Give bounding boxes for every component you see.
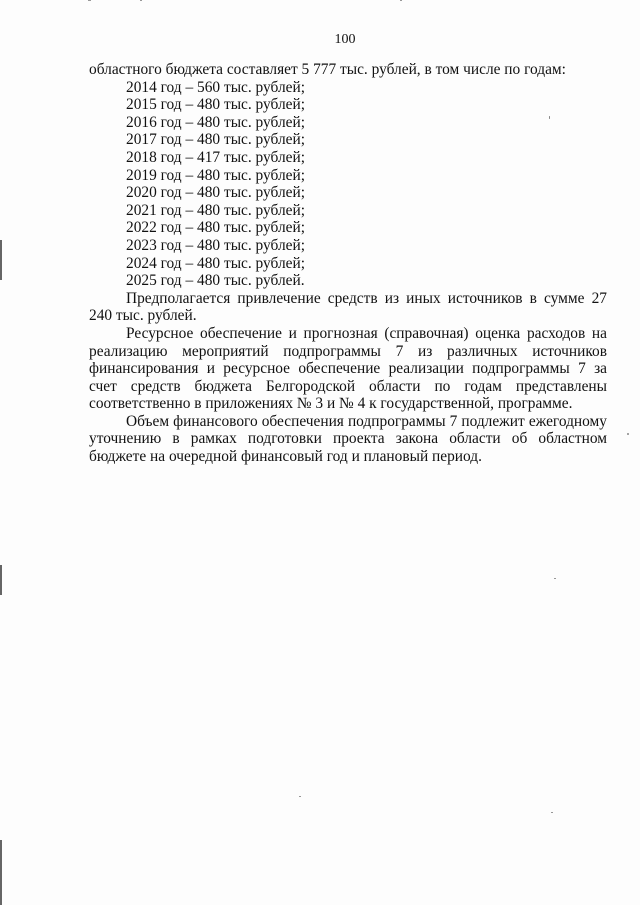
list-item: 2015 год – 480 тыс. рублей; — [126, 96, 306, 114]
list-item: 2021 год – 480 тыс. рублей; — [126, 201, 306, 219]
list-item: 2024 год – 480 тыс. рублей; — [126, 254, 306, 272]
scan-mark — [140, 0, 142, 1]
document-body — [89, 61, 607, 466]
list-item: 2018 год – 417 тыс. рублей; — [126, 148, 306, 166]
scan-speck — [554, 578, 556, 579]
paragraph-other-sources: Предполагается привлечение средств из иных источников в сумме 27 240 тыс. рублей. — [89, 289, 607, 325]
list-item: 2019 год – 480 тыс. рублей; — [126, 166, 306, 184]
scan-speck — [551, 812, 553, 813]
list-item: 2020 год – 480 тыс. рублей; — [126, 184, 306, 202]
scan-mark — [88, 0, 91, 1]
scan-speck — [627, 433, 629, 435]
paragraph-annual-adjustment: Объем финансового обеспечения подпрограммы 7 подлежит ежегодному уточнению в рамках подготовки проекта закона области об областном бюджете на очередной финансовый год и плановый период. — [89, 412, 607, 466]
paragraph-resource-provision: Ресурсное обеспечение и прогнозная (справочная) оценка расходов на реализацию мероприятий подпрограммы 7 из различных источников финансирования и ресурсное обеспечение реализации подпрограммы 7 за счет средств бюджета Белгородской области по годам представлены соответственно в приложениях № 3 и № 4 к государственной, программе. — [89, 324, 607, 413]
scan-edge-mark — [0, 240, 2, 280]
list-item: 2016 год – 480 тыс. рублей; — [126, 113, 306, 131]
list-item: 2025 год – 480 тыс. рублей. — [126, 272, 305, 290]
scan-edge-mark — [0, 840, 2, 905]
scan-mark — [400, 0, 402, 1]
list-item: 2017 год – 480 тыс. рублей; — [126, 131, 306, 149]
list-item: 2023 год – 480 тыс. рублей; — [126, 236, 306, 254]
scan-speck — [299, 796, 301, 797]
lead-line: областного бюджета составляет 5 777 тыс. рублей, в том числе по годам: — [89, 61, 566, 78]
page-number: 100 — [334, 32, 356, 47]
scan-edge-mark — [0, 565, 2, 595]
funding-by-year-list — [89, 79, 607, 290]
list-item: 2014 год – 560 тыс. рублей; — [126, 78, 306, 96]
list-item: 2022 год – 480 тыс. рублей; — [126, 219, 306, 237]
